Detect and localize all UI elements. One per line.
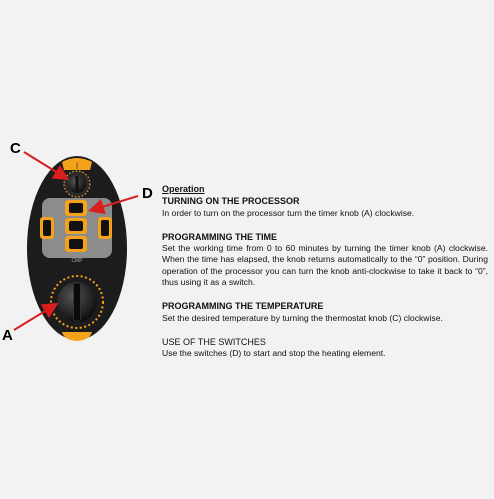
switch-left[interactable]	[40, 217, 54, 239]
label-c: C	[10, 140, 21, 157]
programming-temp-title: PROGRAMMING THE TEMPERATURE	[162, 301, 324, 312]
turning-on-title: TURNING ON THE PROCESSOR	[162, 196, 300, 207]
switch-bottom[interactable]	[65, 236, 87, 252]
switches-text: Use the switches (D) to start and stop the heating element.	[162, 348, 386, 359]
switch-right[interactable]	[98, 217, 112, 239]
switches-title: USE OF THE SWITCHES	[162, 336, 266, 347]
instructions	[162, 184, 488, 360]
turning-on-text: In order to turn on the processor turn the timer knob (A) clockwise.	[162, 207, 415, 218]
programming-time-text: Set the working time from 0 to 60 minutes by turning the timer knob (A) clockwise. When the time has elapsed, the knob returns automatically to the “0” position. During operation of the processor you can turn the knob anti-clockwise to take it back to “0”, thus using it as a switch.	[162, 243, 488, 288]
control-panel-diagram	[0, 0, 160, 494]
control-panel-illustration	[0, 0, 160, 494]
programming-time-title: PROGRAMMING THE TIME	[162, 231, 277, 242]
timer-knob-grip	[74, 283, 81, 321]
bottom-orange-tab	[62, 332, 92, 341]
brand-label: CMP	[71, 258, 83, 264]
label-d: D	[142, 185, 153, 202]
label-a: A	[2, 327, 13, 344]
thermostat-knob-grip	[76, 176, 79, 192]
top-marker: |	[76, 163, 78, 170]
programming-temp-text: Set the desired temperature by turning the thermostat knob (C) clockwise.	[162, 312, 443, 323]
switch-center[interactable]	[65, 218, 87, 234]
operation-heading: Operation	[162, 184, 205, 194]
switch-top[interactable]	[65, 200, 87, 216]
